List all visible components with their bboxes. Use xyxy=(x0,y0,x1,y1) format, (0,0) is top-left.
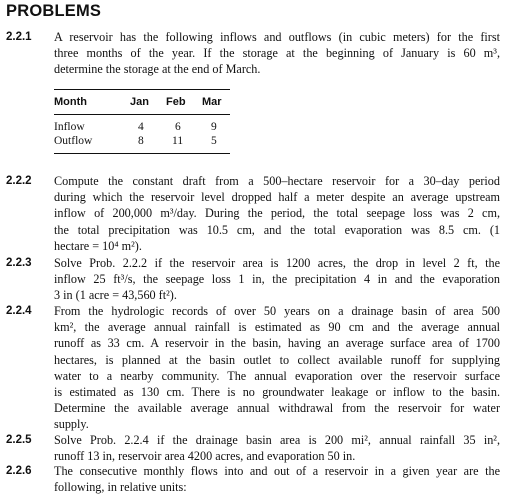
problem-number: 2.2.6 xyxy=(6,465,32,477)
problem-line: following, in relative units: xyxy=(54,480,187,495)
problem-line: Determine the available average annual withdrawal from the reservoir for water xyxy=(54,401,500,416)
table-header-month: Month xyxy=(54,96,87,108)
problem-number: 2.2.1 xyxy=(6,31,32,43)
problem-line: during which the reservoir level dropped half a meter despite an average upstream xyxy=(54,190,500,205)
table-cell: 8 xyxy=(138,135,144,147)
table-header-jan: Jan xyxy=(130,96,149,108)
table-header-mar: Mar xyxy=(202,96,222,108)
table-top-rule xyxy=(54,89,230,90)
table-row-label: Outflow xyxy=(54,135,93,147)
problem-line: 3 in (1 acre = 43,560 ft²). xyxy=(54,288,177,303)
table-bottom-rule xyxy=(54,153,230,154)
problem-line: Solve Prob. 2.2.4 if the drainage basin area is 200 mi², annual rainfall 35 in², xyxy=(54,433,500,447)
table-header-feb: Feb xyxy=(166,96,186,108)
problem-line: Compute the constant draft from a 500–hectare reservoir for a 30–day period xyxy=(54,174,500,188)
problem-line: determine the storage at the end of March. xyxy=(54,62,261,77)
problem-line: hectares, is planned at the basin outlet to collect available runoff for supplying xyxy=(54,352,500,367)
problem-line: The consecutive monthly flows into and out of a reservoir in a given year are the xyxy=(54,464,500,478)
section-heading: PROBLEMS xyxy=(6,2,102,20)
problem-text xyxy=(54,173,500,254)
problem-text xyxy=(54,432,500,464)
problem-line: inflow of 200,000 m³/day. During the period, the total seepage loss was 2 cm, xyxy=(54,206,500,221)
problem-number: 2.2.4 xyxy=(6,305,32,317)
problem-line: hectare = 10⁴ m²). xyxy=(54,238,142,253)
problem-line: From the hydrologic records of over 50 years on a drainage basin of area 500 xyxy=(54,304,500,318)
problem-line: supply. xyxy=(54,417,89,432)
problem-text xyxy=(54,255,500,304)
table-cell: 9 xyxy=(211,121,217,133)
problem-line: inflow 25 ft³/s, the seepage loss 1 in, the precipitation 4 in and the evaporation xyxy=(54,272,500,287)
table-cell: 5 xyxy=(211,135,217,147)
problem-line: runoff 13 in, reservoir area 4200 acres, and evaporation 50 in. xyxy=(54,449,356,464)
problem-line: runoff as 33 cm. A reservoir in the basin, having an average surface area of 1700 xyxy=(54,336,500,351)
problem-line: km², the average annual rainfall is estimated as 90 cm and the average annual xyxy=(54,320,500,335)
problem-text xyxy=(54,29,500,78)
table-cell: 6 xyxy=(175,121,181,133)
table-row-label: Inflow xyxy=(54,121,85,133)
problem-number: 2.2.2 xyxy=(6,175,32,187)
problem-line: three months of the year. If the storage at the beginning of January is 60 m³, xyxy=(54,46,500,61)
table-cell: 4 xyxy=(138,121,144,133)
problem-number: 2.2.5 xyxy=(6,434,32,446)
problem-line: Solve Prob. 2.2.2 if the reservoir area is 1200 acres, the drop in level 2 ft, the xyxy=(54,256,500,270)
problem-number: 2.2.3 xyxy=(6,257,32,269)
problem-line: is estimated as 130 cm. There is no groundwater leakage or inflow to the basin. xyxy=(54,385,500,400)
table-header-rule xyxy=(54,114,230,115)
problem-text xyxy=(54,463,500,495)
problem-line: A reservoir has the following inflows and outflows (in cubic meters) for the first xyxy=(54,30,500,44)
problem-line: the total precipitation was 10.5 cm, and the total evaporation was 8.5 cm. (1 xyxy=(54,222,500,237)
problem-line: water to a nearby community. The annual evaporation over the reservoir surface xyxy=(54,368,500,383)
problem-text xyxy=(54,303,500,433)
table-cell: 11 xyxy=(172,135,184,147)
